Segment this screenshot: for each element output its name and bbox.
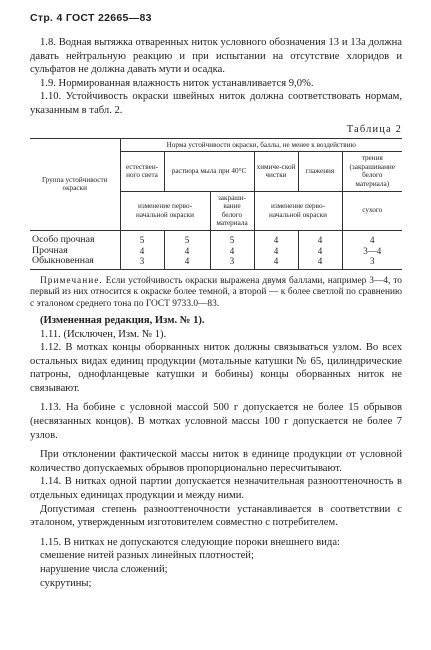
table-caption: Таблица 2: [346, 123, 402, 135]
col-header-soap: раствора мыла при 40°С: [164, 152, 254, 191]
table-cell: 4: [164, 256, 210, 269]
norms-header: Норма устойчивости окраски, баллы, не менее к воздействию: [120, 138, 402, 152]
table-cell: 4: [120, 246, 164, 257]
col-header-rub: трения (закрашивание белого материала): [342, 152, 402, 191]
note-label: Примечание.: [40, 275, 103, 286]
edited-notice: (Измененная редакция, Изм. № 1).: [40, 314, 205, 326]
table-note: [30, 276, 402, 310]
paragraph-1-15: 1.15. В нитках не допускаются следующие пороки внешнего вида:: [40, 536, 340, 548]
table-cell: 3: [342, 256, 402, 269]
defect-item: смешение нитей разных линейных плотностей;: [40, 550, 254, 562]
paragraph-1-13: 1.13. На бобине с условной массой 500 г допускается не более 15 обрывов (несвязанных концов). В мотках условной массы 100 г допускается не более 7 узлов.: [30, 402, 402, 441]
page-header: Стр. 4 ГОСТ 22665—83: [30, 12, 152, 24]
table-cell: 4: [164, 246, 210, 257]
table-cell: 4: [210, 246, 254, 257]
table-cell: 5: [120, 230, 164, 245]
paragraph-1-10: 1.10. Устойчивость окраски швейных ниток должна соответствовать нормам, указанным в табл. 2.: [30, 91, 402, 116]
subheader-change-light-soap: изменение перво-начальной окраски: [120, 191, 210, 230]
table-cell: Обыкновенная: [30, 256, 120, 269]
table-cell: 4: [254, 230, 298, 245]
subheader-dry: сухого: [342, 191, 402, 230]
subheader-stain-white: закраши-вание белого материала: [210, 191, 254, 230]
col-header-light: естествен-ного света: [120, 152, 164, 191]
color-fastness-table: [30, 138, 402, 270]
group-header: Группа устойчивости окраски: [30, 138, 120, 230]
note-text: Если устойчивость окраски выражена двумя баллами, например 3—4, то первый из них относится к окраске более темной, а второй — к более светлой по сравнению с эталоном среднего тона по ГОСТ 9733.0—83.: [30, 275, 402, 309]
table-cell: 4: [298, 230, 342, 245]
table-cell: 4: [342, 230, 402, 245]
paragraph-1-8: 1.8. Водная вытяжка отваренных ниток условного обозначения 13 и 13а должна давать нейтральную реакцию и при испытании на отсутствие хлоридов и сульфатов не должна давать мути и осадка.: [30, 37, 402, 76]
paragraph-1-9: 1.9. Нормированная влажность ниток устанавливается 9,0%.: [40, 77, 314, 89]
col-header-chem: химиче-ской чистки: [254, 152, 298, 191]
table-cell: 4: [254, 246, 298, 257]
col-header-iron: глажения: [298, 152, 342, 191]
paragraph-shade-tolerance: Допустимая степень разнооттеночности устанавливается в соответствии с эталоном, утвержденным изготовителем совместно с потребителем.: [30, 503, 402, 529]
table-cell: 5: [210, 230, 254, 245]
paragraph-mass-deviation: При отклонении фактической массы ниток в единице продукции от условной количество допускаемых обрывов пропорционально пересчитывают.: [30, 449, 402, 474]
document-page: [30, 12, 402, 590]
defect-item: нарушение числа сложений;: [40, 564, 168, 575]
defect-item: сукрутины;: [40, 577, 92, 589]
table-cell: 4: [298, 256, 342, 269]
table-cell: Прочная: [30, 246, 120, 257]
table-cell: 3: [120, 256, 164, 269]
paragraph-1-14: 1.14. В нитках одной партии допускается незначительная разнооттеночность в отдельных единицах продукции и между ними.: [30, 476, 402, 502]
subheader-change-chem-iron: изменение перво-начальной окраски: [254, 191, 342, 230]
table-cell: Особо прочная: [30, 230, 120, 245]
table-cell: 5: [164, 230, 210, 245]
paragraph-1-12: 1.12. В мотках концы оборванных ниток должны связываться узлом. Во всех остальных видах единиц продукции (мотальные катушки № 65, цилиндрические патроны, однофланцевые катушки и бобины) концы оборванных ниток не связывают.: [30, 342, 402, 394]
table-cell: 4: [254, 256, 298, 269]
paragraph-1-11: 1.11. (Исключен, Изм. № 1).: [40, 328, 167, 340]
table-row: [30, 256, 402, 269]
table-cell: 3—4: [342, 246, 402, 257]
table-cell: 4: [298, 246, 342, 257]
table-cell: 3: [210, 256, 254, 269]
table-row: [30, 230, 402, 245]
